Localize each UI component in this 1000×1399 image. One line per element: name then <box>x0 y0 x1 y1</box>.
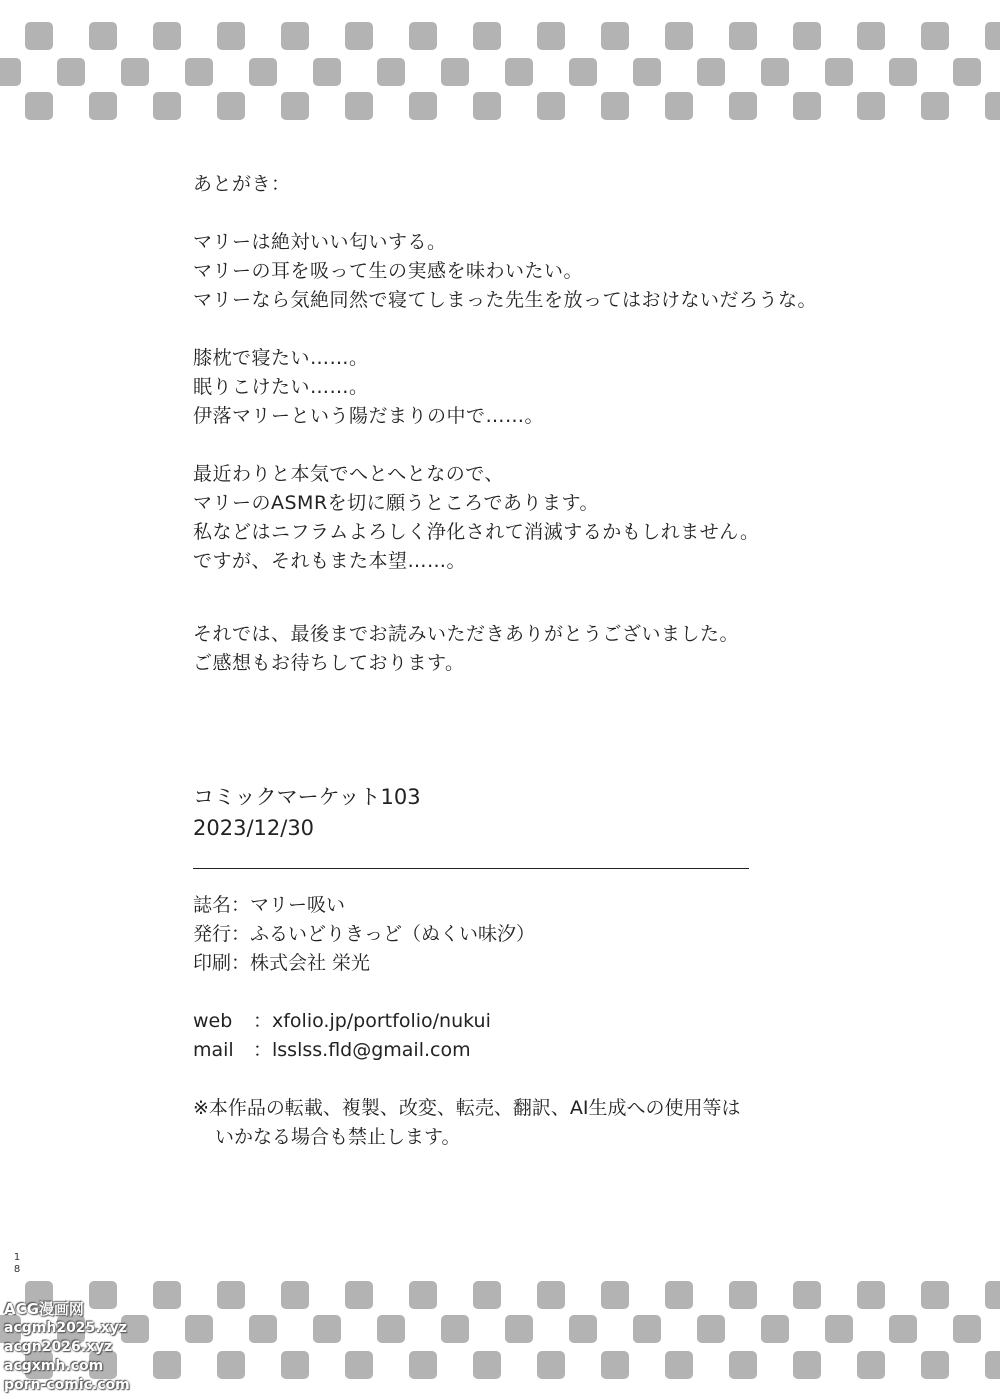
checker-square <box>537 1281 565 1309</box>
checker-square <box>761 58 789 86</box>
checker-square <box>153 1351 181 1379</box>
notice-line: ※本作品の転載、複製、改変、転売、翻訳、AI生成への使用等は <box>193 1097 741 1119</box>
checker-square <box>0 58 21 86</box>
checker-border-top <box>0 0 1000 125</box>
checker-square <box>729 1281 757 1309</box>
checker-square <box>857 92 885 120</box>
text-line: ご感想もお待ちしております。 <box>193 652 465 674</box>
checker-square <box>281 92 309 120</box>
checker-square <box>857 1351 885 1379</box>
text-line: マリーなら気絶同然で寝てしまった先生を放ってはおけないだろうな。 <box>193 289 818 311</box>
event-info <box>193 782 953 844</box>
checker-square <box>761 1315 789 1343</box>
text-line: マリーのASMRを切に願うところであります。 <box>193 492 599 514</box>
checker-square <box>345 92 373 120</box>
checker-square <box>633 58 661 86</box>
checker-square <box>921 1281 949 1309</box>
checker-square <box>697 1315 725 1343</box>
checker-square <box>857 1281 885 1309</box>
checker-square <box>217 1351 245 1379</box>
checker-square <box>377 1315 405 1343</box>
checker-square <box>825 58 853 86</box>
checker-square <box>153 1281 181 1309</box>
checker-square <box>281 1351 309 1379</box>
checker-square <box>985 92 1000 120</box>
checker-square <box>953 58 981 86</box>
checker-square <box>953 1315 981 1343</box>
mail-value: ：lsslss.fld@gmail.com <box>253 1039 471 1061</box>
checker-square <box>985 1281 1000 1309</box>
event-name: コミックマーケット103 <box>193 785 421 809</box>
checker-square <box>249 1315 277 1343</box>
checker-square <box>473 22 501 50</box>
checker-square <box>121 58 149 86</box>
checker-square <box>473 1351 501 1379</box>
checker-square <box>825 1315 853 1343</box>
checker-square <box>633 1315 661 1343</box>
colophon <box>193 891 953 978</box>
checker-square <box>313 58 341 86</box>
watermark-line: acgmh2025.xyz <box>4 1320 127 1336</box>
checker-square <box>441 58 469 86</box>
web-label: web <box>193 1010 233 1032</box>
checker-square <box>921 1351 949 1379</box>
checker-square <box>697 58 725 86</box>
checker-square <box>889 1315 917 1343</box>
page-number: 1 8 <box>13 1252 21 1275</box>
checker-square <box>601 92 629 120</box>
checker-square <box>729 1351 757 1379</box>
checker-square <box>537 92 565 120</box>
checker-square <box>601 1281 629 1309</box>
checker-square <box>377 58 405 86</box>
checker-square <box>409 92 437 120</box>
checker-square <box>185 1315 213 1343</box>
checker-square <box>473 92 501 120</box>
afterword-paragraph-1 <box>193 228 953 315</box>
divider <box>193 868 749 869</box>
checker-square <box>729 22 757 50</box>
checker-square <box>665 1351 693 1379</box>
checker-square <box>985 22 1000 50</box>
text-line: ですが、それもまた本望……。 <box>193 550 467 572</box>
checker-square <box>313 1315 341 1343</box>
checker-square <box>409 22 437 50</box>
checker-square <box>569 58 597 86</box>
text-line: マリーは絶対いい匂いする。 <box>193 231 447 253</box>
checker-square <box>25 22 53 50</box>
checker-square <box>409 1281 437 1309</box>
checker-square <box>249 58 277 86</box>
text-line: 眠りこけたい……。 <box>193 376 369 398</box>
mail-label: mail <box>193 1039 234 1061</box>
checker-square <box>89 92 117 120</box>
text-line: 伊落マリーという陽だまりの中で……。 <box>193 405 545 427</box>
checker-square <box>505 58 533 86</box>
colophon-publisher: 発行：ふるいどりきっど（ぬくい味汐） <box>193 923 536 945</box>
watermark-line: porn-comic.com <box>4 1377 130 1393</box>
text-line: 最近わりと本気でへとへとなので、 <box>193 463 504 485</box>
text-line: それでは、最後までお読みいただきありがとうございました。 <box>193 623 740 645</box>
checker-square <box>505 1315 533 1343</box>
checker-square <box>345 22 373 50</box>
checker-square <box>345 1281 373 1309</box>
checker-square <box>665 1281 693 1309</box>
afterword-paragraph-3 <box>193 460 953 576</box>
checker-square <box>473 1281 501 1309</box>
checker-square <box>665 22 693 50</box>
contact-info <box>193 1007 953 1065</box>
watermark-line: acgn2026.xyz <box>4 1339 113 1355</box>
afterword-closing <box>193 620 953 678</box>
contact-web-row <box>193 1007 953 1036</box>
checker-square <box>793 22 821 50</box>
checker-square <box>441 1315 469 1343</box>
checker-square <box>537 22 565 50</box>
checker-square <box>57 58 85 86</box>
text-line: マリーの耳を吸って生の実感を味わいたい。 <box>193 260 584 282</box>
watermark-line: acgxmh.com <box>4 1358 104 1374</box>
checker-square <box>985 1351 1000 1379</box>
checker-square <box>217 22 245 50</box>
checker-square <box>793 92 821 120</box>
checker-square <box>569 1315 597 1343</box>
checker-square <box>857 22 885 50</box>
checker-square <box>601 1351 629 1379</box>
checker-square <box>601 22 629 50</box>
event-date: 2023/12/30 <box>193 816 315 840</box>
checker-square <box>921 92 949 120</box>
checker-square <box>25 92 53 120</box>
checker-square <box>217 1281 245 1309</box>
checker-square <box>153 22 181 50</box>
web-value: ：xfolio.jp/portfolio/nukui <box>253 1010 491 1032</box>
copyright-notice <box>193 1094 953 1152</box>
checker-square <box>281 1281 309 1309</box>
watermark <box>4 1300 156 1395</box>
checker-square <box>665 92 693 120</box>
checker-square <box>793 1351 821 1379</box>
colophon-printer: 印刷：株式会社 栄光 <box>193 952 371 974</box>
text-line: 膝枕で寝たい……。 <box>193 347 369 369</box>
checker-square <box>409 1351 437 1379</box>
checker-square <box>217 92 245 120</box>
text-line: 私などはニフラムよろしく浄化されて消滅するかもしれません。 <box>193 521 760 543</box>
checker-square <box>89 22 117 50</box>
page-content <box>193 170 953 1152</box>
checker-square <box>281 22 309 50</box>
checker-square <box>889 58 917 86</box>
checker-square <box>537 1351 565 1379</box>
colophon-title: 誌名：マリー吸い <box>193 894 346 916</box>
watermark-logo: ACG漫画网 <box>4 1300 84 1318</box>
notice-line: いかなる場合も禁止します。 <box>215 1126 461 1148</box>
checker-square <box>793 1281 821 1309</box>
checker-square <box>921 22 949 50</box>
afterword-heading: あとがき： <box>193 173 291 195</box>
checker-square <box>729 92 757 120</box>
contact-mail-row <box>193 1036 953 1065</box>
checker-square <box>153 92 181 120</box>
checker-square <box>345 1351 373 1379</box>
afterword-paragraph-2 <box>193 344 953 431</box>
checker-square <box>185 58 213 86</box>
